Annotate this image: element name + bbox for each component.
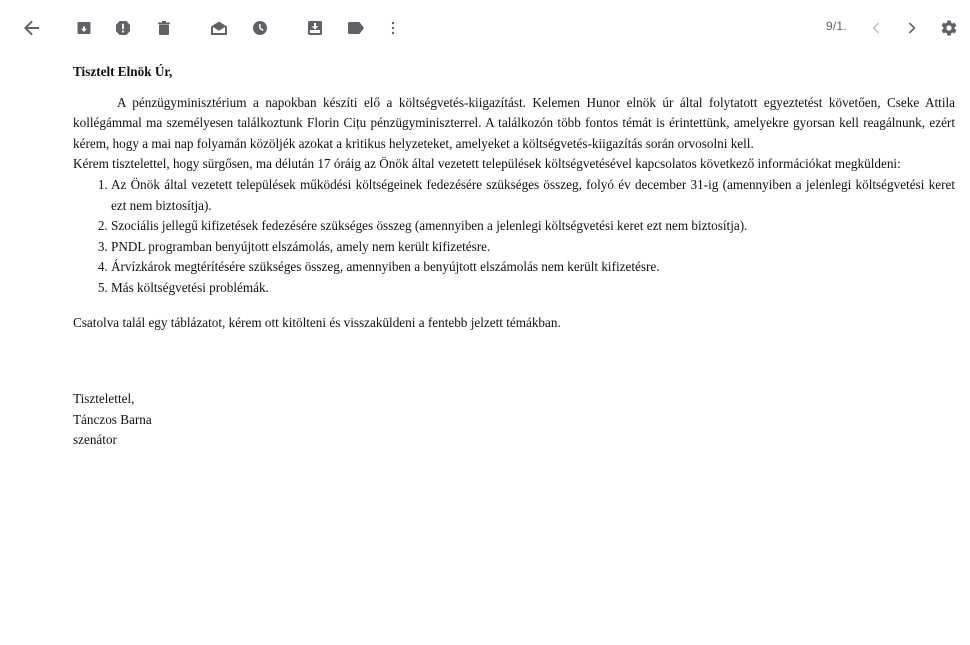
chevron-left-icon[interactable] [864, 16, 888, 40]
message-counter: 9/1. [826, 19, 847, 33]
more-vertical-icon[interactable] [381, 16, 405, 40]
email-greeting: Tisztelt Elnök Úr, [73, 64, 173, 79]
label-icon[interactable] [344, 16, 368, 40]
email-paragraph-intro: A pénzügyminisztérium a napokban készíti elő a költségvetés-kiigazítást. Kelemen Hunor elnök úr által folytatott egyeztetést követően, Cseke Attila kollégámmal ma személyesen találkoztunk Florin Cițu pénzügyminiszterrel. A találkozón több fontos témát is érintettünk, amelyekre gyorsan kell reagálnunk, ezért kérem, hogy a mai nap folyamán közöljék azokat a kritikus helyzeteket, amelyeket a költségvetés-kiigazítás során orvosolni kell. [73, 94, 955, 151]
signature-closing: Tisztelettel, [73, 391, 135, 407]
move-to-inbox-icon[interactable] [303, 16, 327, 40]
message-toolbar [0, 0, 970, 56]
email-signature [73, 389, 955, 451]
snooze-clock-icon[interactable] [248, 16, 272, 40]
list-item: 5. Más költségvetési problémák. [111, 278, 955, 299]
arrow-left-icon[interactable] [20, 16, 44, 40]
email-body [73, 62, 955, 451]
archive-icon[interactable] [72, 16, 96, 40]
attachment-note: Csatolva talál egy táblázatot, kérem ott kitölteni és visszaküldeni a fentebb jelzett témákban. [73, 314, 561, 330]
signature-title: szenátor [73, 432, 117, 448]
issue-list [73, 175, 955, 299]
list-item: 2. Szociális jellegű kifizetések fedezésére szükséges összeg (amennyiben a jelenlegi költségvetési keret ezt nem biztosítja). [111, 216, 955, 237]
signature-name: Tánczos Barna [73, 411, 152, 427]
list-item: 4. Árvízkárok megtérítésére szükséges összeg, amennyiben a benyújtott elszámolás nem került kifizetésre. [111, 257, 955, 278]
report-spam-icon[interactable] [111, 16, 135, 40]
email-paragraph-request: Kérem tisztelettel, hogy sürgősen, ma délután 17 óráig az Önök által vezetett települések költségvetésével kapcsolatos következő információkat megküldeni: [73, 156, 901, 172]
trash-icon[interactable] [152, 16, 176, 40]
chevron-right-icon[interactable] [900, 16, 924, 40]
list-item: 3. PNDL programban benyújtott elszámolás, amely nem került kifizetésre. [111, 237, 955, 258]
list-item: 1. Az Önök által vezetett települések működési költségeinek fedezésére szükséges összeg, folyó év december 31-ig (amennyiben a jelenlegi költségvetési keret ezt nem biztosítja). [111, 175, 955, 216]
gear-icon[interactable] [937, 16, 961, 40]
mark-unread-icon[interactable] [207, 16, 231, 40]
